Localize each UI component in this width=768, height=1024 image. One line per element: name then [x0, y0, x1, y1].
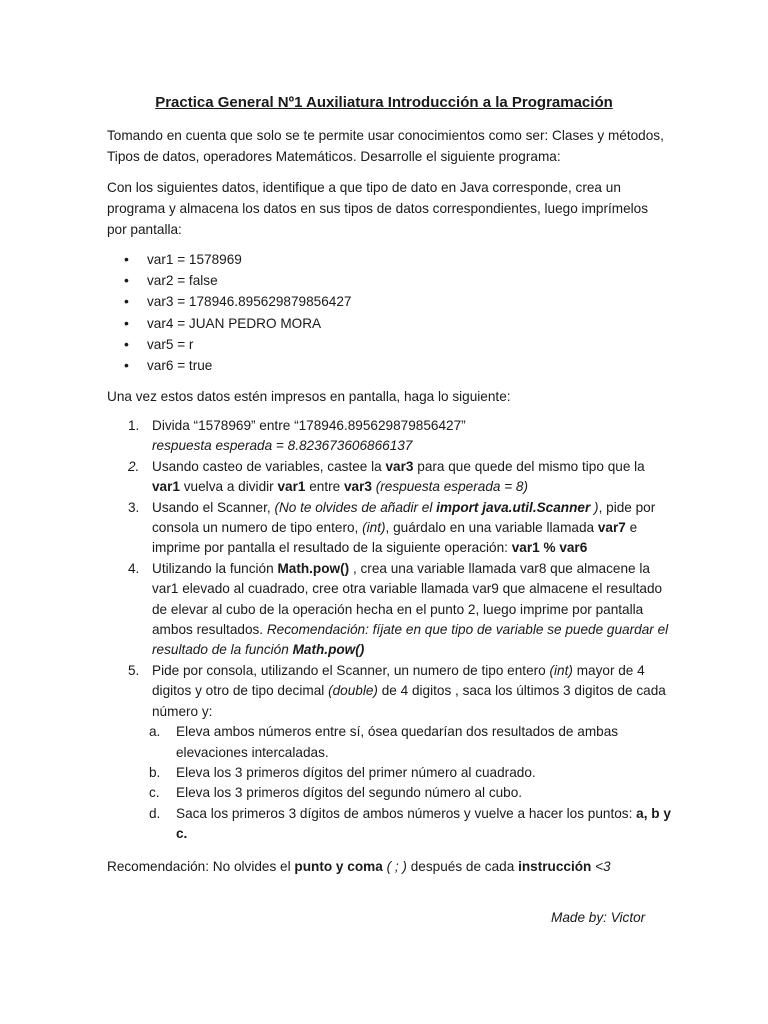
list-item: • var3 = 178946.895629879856427 [124, 291, 351, 312]
substep-d: d. Saca los primeros 3 dígitos de ambos números y vuelve a hacer los puntos: a, b y c. [149, 805, 671, 842]
substep-letter: d. [149, 805, 161, 821]
step-number: 2. [128, 458, 140, 474]
step-4: 4. Utilizando la función Math.pow() , crea una variable llamada var8 que almacene la var1 elevado al cuadrado, cree otra variable llamada var9 que almacene el resultado de elevar al cubo de la operación hecha en el punto 2, luego imprime por pantalla ambos resultados. Recomendación: fíjate en que tipo de variable se puede guardar el resultado de la función Math.pow() [128, 560, 669, 658]
step-number: 5. [128, 662, 140, 678]
step-number: 4. [128, 560, 140, 576]
list-item: • var5 = r [124, 334, 351, 355]
substep-b: b. Eleva los 3 primeros dígitos del primer número al cuadrado. [128, 763, 673, 783]
variables-list [124, 249, 351, 376]
steps-list [128, 416, 673, 845]
bullet-icon: • [124, 314, 129, 331]
substep-letter: b. [149, 764, 161, 780]
bullet-icon: • [124, 251, 129, 267]
bullet-icon: • [124, 356, 129, 373]
step-number: 3. [128, 499, 140, 515]
list-item: • var6 = true [124, 355, 351, 376]
step-5: 5. Pide por consola, utilizando el Scanner, un numero de tipo entero (int) mayor de 4 digitos y otro de tipo decimal (double) de 4 digitos , saca los últimos 3 digitos de cada número y: [128, 662, 666, 719]
list-item: • var1 = 1578969 [124, 249, 351, 270]
instructions-paragraph: Con los siguientes datos, identifique a que tipo de dato en Java corresponde, crea un programa y almacena los datos en sus tipos de datos correspondientes, luego imprímelos por pantalla: [107, 180, 649, 237]
substep-letter: a. [149, 724, 161, 740]
step-3: 3. Usando el Scanner, (No te olvides de añadir el import java.util.Scanner ), pide por consola un numero de tipo entero, (int), guárdalo en una variable llamada var7 e imprime por pantalla el resultado de la siguiente operación: var1 % var6 [128, 499, 656, 556]
author-signature: Made by: Victor [551, 910, 646, 925]
list-item: • var2 = false [124, 270, 351, 291]
bullet-icon: • [124, 335, 129, 352]
list-item: • var4 = JUAN PEDRO MORA [124, 313, 351, 334]
bullet-icon: • [124, 293, 129, 310]
step-number: 1. [128, 418, 140, 433]
substep-letter: c. [149, 785, 160, 801]
substep-c: c. Eleva los 3 primeros dígitos del segundo número al cubo. [128, 783, 673, 803]
bullet-icon: • [124, 272, 129, 289]
page-title: Practica General Nº1 Auxiliatura Introducción a la Programación [155, 94, 613, 111]
expected-answer: respuesta esperada = 8.823673606866137 [152, 438, 413, 454]
step-1: 1. Divida “1578969” entre “178946.895629879856427” respuesta esperada = 8.823673606866137 [128, 418, 466, 454]
intro-paragraph: Tomando en cuenta que solo se te permite usar conocimientos como ser: Clases y métodos, Tipos de datos, operadores Matemáticos. Desarrolle el siguiente programa: [107, 128, 664, 164]
closing-recommendation: Recomendación: No olvides el punto y coma ( ; ) después de cada instrucción <3 [107, 859, 611, 874]
substep-a: a. Eleva ambos números entre sí, ósea quedarían dos resultados de ambas elevaciones intercaladas. [149, 724, 619, 760]
after-print-paragraph: Una vez estos datos estén impresos en pantalla, haga lo siguiente: [107, 389, 511, 404]
step-2: 2. Usando casteo de variables, castee la var3 para que quede del mismo tipo que la var1 vuelva a dividir var1 entre var3 (respuesta esperada = 8) [128, 458, 645, 495]
